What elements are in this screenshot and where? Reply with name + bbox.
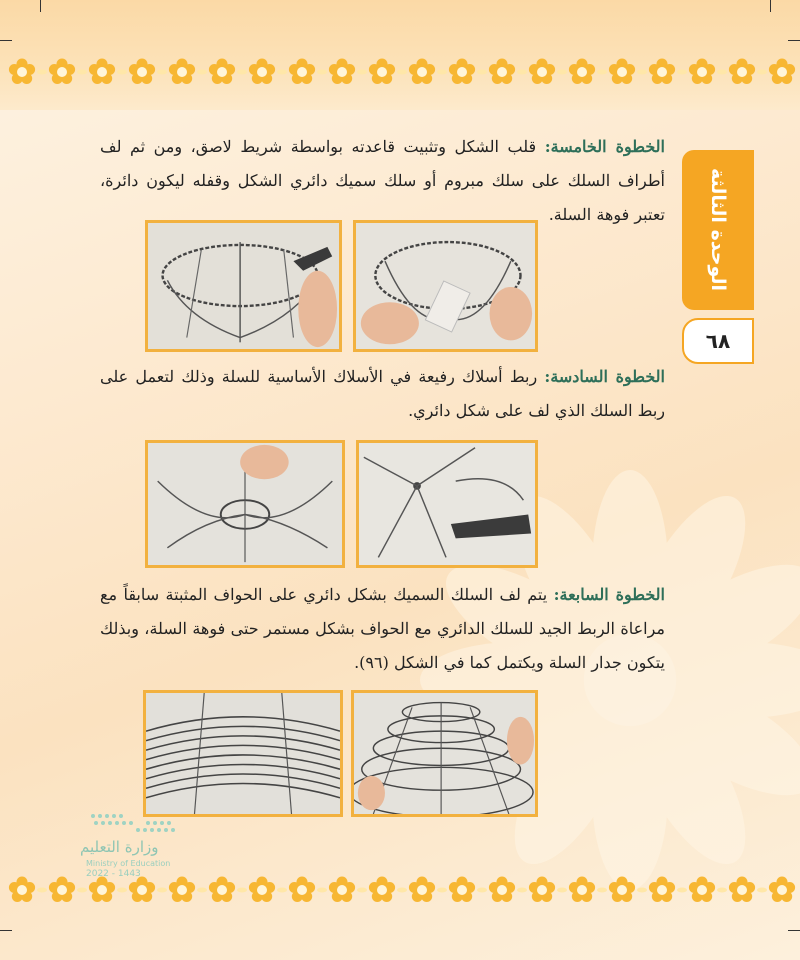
step-seven-title: الخطوة السابعة: [553,585,665,604]
unit-tab [682,150,754,310]
step-five-title: الخطوة الخامسة: [544,137,666,156]
photo-wire-frame-tape [353,220,538,352]
photo-basket-side-wall [143,690,343,817]
photo-pliers-twisting [356,440,538,568]
crop-mark [0,40,12,41]
ministry-name-arabic: وزارة التعليم [80,838,159,856]
ministry-name-english: Ministry of Education [86,859,171,868]
page-number: ٦٨ [682,318,754,364]
photo-basket-top-view [351,690,538,817]
step-six-text [100,360,665,428]
crop-mark [0,930,12,931]
flower-border-top [0,52,800,92]
crop-mark [770,0,771,12]
unit-tab-label: الوحدة الثالثة [707,168,729,292]
edition-year: 2022 - 1443 [86,869,141,879]
step-five-body: قلب الشكل وتثبيت قاعدته بواسطة شريط لاصق، ومن ثم لف أطراف السلك على سلك مبروم أو سلك سميك دائري الشكل وقفله ليكون دائرة، تعتبر فوهة السلة. [100,137,665,224]
photo-wire-frame-pliers [145,220,342,352]
crop-mark [788,40,800,41]
step-six-body: ربط أسلاك رفيعة في الأسلاك الأساسية للسلة وذلك لتعمل على ربط السلك الذي لف على شكل دائري. [100,367,665,420]
ministry-logo [40,812,190,882]
step-six-title: الخطوة السادسة: [544,367,666,386]
photo-tying-thin-wires [145,440,345,568]
crop-mark [40,0,41,12]
ministry-logo-dots [88,812,188,836]
step-five-text [100,130,665,232]
step-seven-text [100,578,665,680]
step-seven-body: يتم لف السلك السميك بشكل دائري على الحواف المثبتة سابقاً مع مراعاة الربط الجيد للسلك الدائري مع الحواف بشكل مستمر حتى فوهة السلة، وبذلك يتكون جدار السلة ويكتمل كما في الشكل (٩٦). [100,585,665,672]
crop-mark [788,930,800,931]
